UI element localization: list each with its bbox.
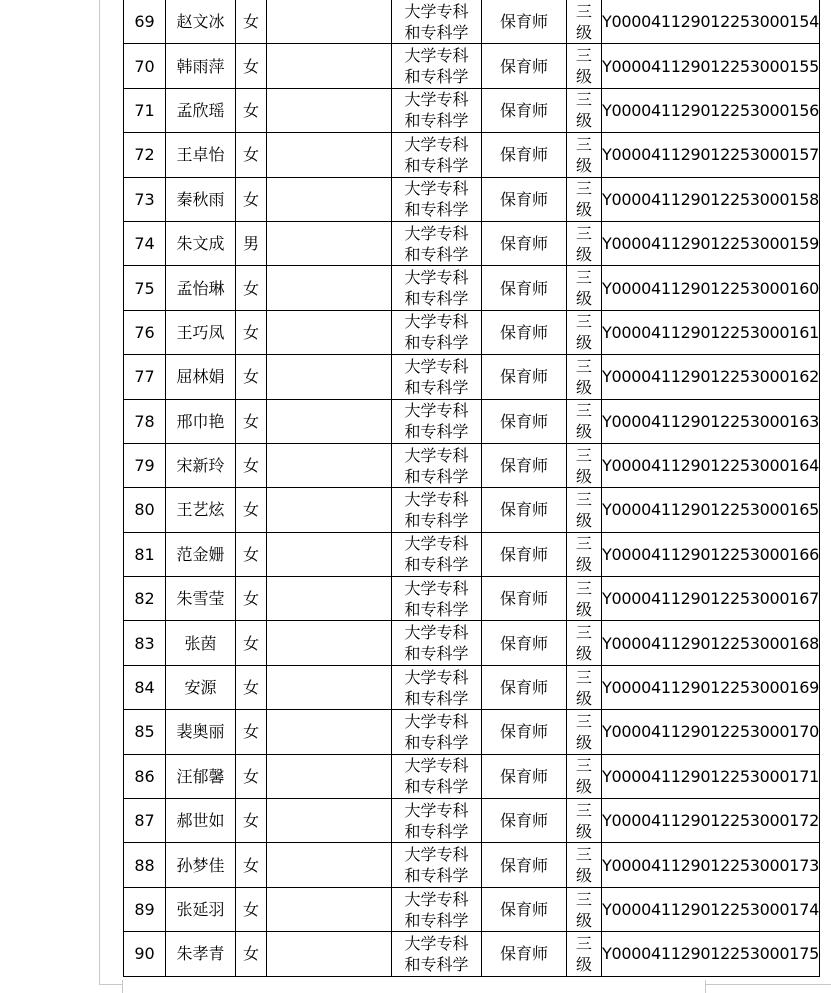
empty-cell (267, 44, 392, 88)
empty-cell (267, 355, 392, 399)
row-number-cell: 73 (124, 177, 166, 221)
occupation-cell: 保育师 (482, 355, 567, 399)
education-line-2: 和专科学 (404, 289, 469, 309)
level-line-1: 三 (575, 445, 592, 465)
gender-cell: 女 (236, 177, 267, 221)
education-line-1: 大学专科 (404, 667, 469, 687)
education-cell (392, 577, 482, 621)
row-number-cell: 74 (124, 221, 166, 265)
table-row (124, 88, 820, 132)
level-line-1: 三 (575, 134, 592, 154)
table-row (124, 577, 820, 621)
education-cell (392, 443, 482, 487)
education-cell (392, 887, 482, 931)
empty-cell (267, 665, 392, 709)
row-number-cell: 75 (124, 266, 166, 310)
name-cell: 屈林娟 (166, 355, 236, 399)
level-line-2: 级 (575, 555, 592, 575)
education-line-2: 和专科学 (404, 910, 469, 930)
empty-cell (267, 843, 392, 887)
table-row (124, 532, 820, 576)
level-line-2: 级 (575, 910, 592, 930)
occupation-cell: 保育师 (482, 0, 567, 44)
level-cell (567, 266, 602, 310)
table-row (124, 665, 820, 709)
level-line-1: 三 (575, 489, 592, 509)
occupation-cell: 保育师 (482, 399, 567, 443)
name-cell: 宋新玲 (166, 443, 236, 487)
level-line-2: 级 (575, 688, 592, 708)
level-line-1: 三 (575, 756, 592, 776)
certificate-number-cell: Y000041129012253000174 (602, 887, 820, 931)
empty-cell (267, 488, 392, 532)
name-cell: 郝世如 (166, 799, 236, 843)
education-line-2: 和专科学 (404, 644, 469, 664)
level-cell (567, 799, 602, 843)
row-number-cell: 76 (124, 310, 166, 354)
education-line-2: 和专科学 (404, 732, 469, 752)
row-number-cell: 78 (124, 399, 166, 443)
table-row (124, 799, 820, 843)
education-line-2: 和专科学 (404, 777, 469, 797)
level-line-2: 级 (575, 22, 592, 42)
education-line-1: 大学专科 (404, 179, 469, 199)
education-cell (392, 932, 482, 976)
certificate-number-cell: Y000041129012253000156 (602, 88, 820, 132)
page-margin-guide-tick (122, 980, 123, 993)
empty-cell (267, 177, 392, 221)
certificate-number-cell: Y000041129012253000168 (602, 621, 820, 665)
level-cell (567, 221, 602, 265)
education-cell (392, 799, 482, 843)
education-line-2: 和专科学 (404, 688, 469, 708)
row-number-cell: 70 (124, 44, 166, 88)
education-line-1: 大学专科 (404, 134, 469, 154)
education-cell (392, 754, 482, 798)
education-line-2: 和专科学 (404, 954, 469, 974)
name-cell: 孟怡琳 (166, 266, 236, 310)
education-line-2: 和专科学 (404, 510, 469, 530)
level-line-1: 三 (575, 312, 592, 332)
education-line-1: 大学专科 (404, 623, 469, 643)
level-cell (567, 710, 602, 754)
row-number-cell: 90 (124, 932, 166, 976)
occupation-cell: 保育师 (482, 710, 567, 754)
page-margin-guide-bottom-right (705, 984, 831, 985)
education-line-1: 大学专科 (404, 268, 469, 288)
education-cell (392, 532, 482, 576)
table-row (124, 710, 820, 754)
table-row (124, 932, 820, 976)
occupation-cell: 保育师 (482, 88, 567, 132)
education-cell (392, 310, 482, 354)
certificate-number-cell: Y000041129012253000160 (602, 266, 820, 310)
level-line-2: 级 (575, 866, 592, 886)
education-line-1: 大学专科 (404, 578, 469, 598)
empty-cell (267, 532, 392, 576)
gender-cell: 女 (236, 799, 267, 843)
education-cell (392, 0, 482, 44)
table-row (124, 488, 820, 532)
level-line-2: 级 (575, 155, 592, 175)
row-number-cell: 81 (124, 532, 166, 576)
level-cell (567, 0, 602, 44)
gender-cell: 女 (236, 754, 267, 798)
level-cell (567, 44, 602, 88)
level-line-2: 级 (575, 599, 592, 619)
empty-cell (267, 221, 392, 265)
empty-cell (267, 310, 392, 354)
name-cell: 张延羽 (166, 887, 236, 931)
table-row (124, 621, 820, 665)
level-line-2: 级 (575, 289, 592, 309)
gender-cell: 女 (236, 44, 267, 88)
certificate-number-cell: Y000041129012253000167 (602, 577, 820, 621)
occupation-cell: 保育师 (482, 843, 567, 887)
row-number-cell: 84 (124, 665, 166, 709)
certificate-number-cell: Y000041129012253000162 (602, 355, 820, 399)
gender-cell: 女 (236, 443, 267, 487)
education-cell (392, 399, 482, 443)
level-line-1: 三 (575, 889, 592, 909)
level-line-2: 级 (575, 422, 592, 442)
level-line-2: 级 (575, 466, 592, 486)
occupation-cell: 保育师 (482, 754, 567, 798)
level-line-2: 级 (575, 200, 592, 220)
education-line-2: 和专科学 (404, 155, 469, 175)
level-line-1: 三 (575, 534, 592, 554)
name-cell: 赵文冰 (166, 0, 236, 44)
name-cell: 朱文成 (166, 221, 236, 265)
table-row (124, 310, 820, 354)
education-cell (392, 355, 482, 399)
gender-cell: 男 (236, 221, 267, 265)
education-line-1: 大学专科 (404, 756, 469, 776)
level-cell (567, 88, 602, 132)
empty-cell (267, 932, 392, 976)
table-row (124, 266, 820, 310)
occupation-cell: 保育师 (482, 488, 567, 532)
level-line-2: 级 (575, 821, 592, 841)
certificate-number-cell: Y000041129012253000170 (602, 710, 820, 754)
education-line-1: 大学专科 (404, 800, 469, 820)
education-line-2: 和专科学 (404, 22, 469, 42)
education-line-1: 大学专科 (404, 46, 469, 66)
level-line-1: 三 (575, 356, 592, 376)
table-row (124, 443, 820, 487)
row-number-cell: 80 (124, 488, 166, 532)
table-row (124, 355, 820, 399)
level-cell (567, 399, 602, 443)
level-cell (567, 932, 602, 976)
education-cell (392, 221, 482, 265)
occupation-cell: 保育师 (482, 266, 567, 310)
level-line-2: 级 (575, 954, 592, 974)
name-cell: 朱孝青 (166, 932, 236, 976)
name-cell: 孙梦佳 (166, 843, 236, 887)
occupation-cell: 保育师 (482, 887, 567, 931)
education-line-2: 和专科学 (404, 466, 469, 486)
education-line-1: 大学专科 (404, 401, 469, 421)
row-number-cell: 77 (124, 355, 166, 399)
certificate-number-cell: Y000041129012253000159 (602, 221, 820, 265)
gender-cell: 女 (236, 310, 267, 354)
level-line-1: 三 (575, 179, 592, 199)
table-row (124, 754, 820, 798)
level-line-1: 三 (575, 401, 592, 421)
gender-cell: 女 (236, 532, 267, 576)
name-cell: 秦秋雨 (166, 177, 236, 221)
occupation-cell: 保育师 (482, 133, 567, 177)
level-line-2: 级 (575, 111, 592, 131)
education-line-1: 大学专科 (404, 845, 469, 865)
table-row (124, 0, 820, 44)
education-line-1: 大学专科 (404, 534, 469, 554)
table-row (124, 399, 820, 443)
gender-cell: 女 (236, 887, 267, 931)
occupation-cell: 保育师 (482, 621, 567, 665)
empty-cell (267, 710, 392, 754)
level-cell (567, 665, 602, 709)
certificate-number-cell: Y000041129012253000155 (602, 44, 820, 88)
certificate-number-cell: Y000041129012253000165 (602, 488, 820, 532)
empty-cell (267, 266, 392, 310)
name-cell: 王艺炫 (166, 488, 236, 532)
certificate-number-cell: Y000041129012253000171 (602, 754, 820, 798)
education-line-1: 大学专科 (404, 445, 469, 465)
level-line-1: 三 (575, 933, 592, 953)
gender-cell: 女 (236, 843, 267, 887)
education-cell (392, 266, 482, 310)
table-row (124, 44, 820, 88)
level-line-1: 三 (575, 623, 592, 643)
gender-cell: 女 (236, 488, 267, 532)
certificate-number-cell: Y000041129012253000164 (602, 443, 820, 487)
roster-body (124, 0, 820, 976)
name-cell: 王巧凤 (166, 310, 236, 354)
education-cell (392, 710, 482, 754)
education-cell (392, 665, 482, 709)
certificate-number-cell: Y000041129012253000166 (602, 532, 820, 576)
occupation-cell: 保育师 (482, 577, 567, 621)
level-cell (567, 310, 602, 354)
table-row (124, 221, 820, 265)
level-cell (567, 754, 602, 798)
level-line-1: 三 (575, 845, 592, 865)
name-cell: 汪郁馨 (166, 754, 236, 798)
empty-cell (267, 621, 392, 665)
gender-cell: 女 (236, 355, 267, 399)
occupation-cell: 保育师 (482, 221, 567, 265)
education-cell (392, 843, 482, 887)
certificate-number-cell: Y000041129012253000161 (602, 310, 820, 354)
gender-cell: 女 (236, 266, 267, 310)
row-number-cell: 72 (124, 133, 166, 177)
education-line-2: 和专科学 (404, 244, 469, 264)
education-cell (392, 44, 482, 88)
certificate-number-cell: Y000041129012253000157 (602, 133, 820, 177)
education-line-1: 大学专科 (404, 223, 469, 243)
level-line-1: 三 (575, 800, 592, 820)
level-cell (567, 443, 602, 487)
gender-cell: 女 (236, 621, 267, 665)
name-cell: 朱雪莹 (166, 577, 236, 621)
level-line-1: 三 (575, 90, 592, 110)
level-line-1: 三 (575, 711, 592, 731)
level-cell (567, 488, 602, 532)
education-cell (392, 88, 482, 132)
empty-cell (267, 799, 392, 843)
level-line-2: 级 (575, 510, 592, 530)
certificate-number-cell: Y000041129012253000154 (602, 0, 820, 44)
level-line-1: 三 (575, 1, 592, 21)
gender-cell: 女 (236, 133, 267, 177)
table-row (124, 843, 820, 887)
certificate-number-cell: Y000041129012253000169 (602, 665, 820, 709)
occupation-cell: 保育师 (482, 177, 567, 221)
level-line-1: 三 (575, 578, 592, 598)
empty-cell (267, 133, 392, 177)
occupation-cell: 保育师 (482, 665, 567, 709)
certificate-number-cell: Y000041129012253000175 (602, 932, 820, 976)
level-line-2: 级 (575, 333, 592, 353)
name-cell: 范金姗 (166, 532, 236, 576)
row-number-cell: 71 (124, 88, 166, 132)
education-line-1: 大学专科 (404, 489, 469, 509)
education-line-2: 和专科学 (404, 821, 469, 841)
level-line-2: 级 (575, 67, 592, 87)
page-margin-guide-left (99, 0, 100, 985)
education-line-2: 和专科学 (404, 333, 469, 353)
education-line-1: 大学专科 (404, 312, 469, 332)
row-number-cell: 69 (124, 0, 166, 44)
level-line-2: 级 (575, 244, 592, 264)
education-cell (392, 177, 482, 221)
occupation-cell: 保育师 (482, 799, 567, 843)
education-line-2: 和专科学 (404, 200, 469, 220)
level-line-1: 三 (575, 223, 592, 243)
education-line-2: 和专科学 (404, 67, 469, 87)
level-cell (567, 133, 602, 177)
occupation-cell: 保育师 (482, 443, 567, 487)
occupation-cell: 保育师 (482, 310, 567, 354)
level-line-1: 三 (575, 268, 592, 288)
level-line-1: 三 (575, 667, 592, 687)
row-number-cell: 82 (124, 577, 166, 621)
education-cell (392, 488, 482, 532)
certificate-number-cell: Y000041129012253000158 (602, 177, 820, 221)
level-cell (567, 355, 602, 399)
education-line-1: 大学专科 (404, 90, 469, 110)
name-cell: 韩雨萍 (166, 44, 236, 88)
level-line-2: 级 (575, 777, 592, 797)
empty-cell (267, 887, 392, 931)
education-line-2: 和专科学 (404, 422, 469, 442)
row-number-cell: 89 (124, 887, 166, 931)
name-cell: 安源 (166, 665, 236, 709)
empty-cell (267, 88, 392, 132)
name-cell: 张茵 (166, 621, 236, 665)
gender-cell: 女 (236, 0, 267, 44)
level-line-1: 三 (575, 46, 592, 66)
education-cell (392, 621, 482, 665)
education-line-2: 和专科学 (404, 555, 469, 575)
education-line-2: 和专科学 (404, 377, 469, 397)
level-line-2: 级 (575, 732, 592, 752)
education-line-2: 和专科学 (404, 111, 469, 131)
gender-cell: 女 (236, 399, 267, 443)
page-margin-guide-right (705, 980, 706, 993)
name-cell: 王卓怡 (166, 133, 236, 177)
empty-cell (267, 443, 392, 487)
education-line-2: 和专科学 (404, 866, 469, 886)
row-number-cell: 87 (124, 799, 166, 843)
level-cell (567, 621, 602, 665)
education-line-1: 大学专科 (404, 889, 469, 909)
education-line-2: 和专科学 (404, 599, 469, 619)
name-cell: 裴奥丽 (166, 710, 236, 754)
table-row (124, 887, 820, 931)
certificate-number-cell: Y000041129012253000173 (602, 843, 820, 887)
level-line-2: 级 (575, 644, 592, 664)
level-cell (567, 177, 602, 221)
level-line-2: 级 (575, 377, 592, 397)
education-line-1: 大学专科 (404, 1, 469, 21)
gender-cell: 女 (236, 577, 267, 621)
empty-cell (267, 0, 392, 44)
occupation-cell: 保育师 (482, 44, 567, 88)
education-cell (392, 133, 482, 177)
empty-cell (267, 754, 392, 798)
row-number-cell: 86 (124, 754, 166, 798)
row-number-cell: 79 (124, 443, 166, 487)
level-cell (567, 532, 602, 576)
row-number-cell: 88 (124, 843, 166, 887)
gender-cell: 女 (236, 710, 267, 754)
empty-cell (267, 399, 392, 443)
certificate-roster-table (123, 0, 820, 977)
gender-cell: 女 (236, 665, 267, 709)
occupation-cell: 保育师 (482, 532, 567, 576)
table-row (124, 133, 820, 177)
page-margin-guide-bottom-left (99, 984, 123, 985)
certificate-number-cell: Y000041129012253000172 (602, 799, 820, 843)
certificate-number-cell: Y000041129012253000163 (602, 399, 820, 443)
gender-cell: 女 (236, 88, 267, 132)
empty-cell (267, 577, 392, 621)
education-line-1: 大学专科 (404, 711, 469, 731)
education-line-1: 大学专科 (404, 933, 469, 953)
name-cell: 孟欣瑶 (166, 88, 236, 132)
name-cell: 邢巾艳 (166, 399, 236, 443)
table-row (124, 177, 820, 221)
row-number-cell: 83 (124, 621, 166, 665)
education-line-1: 大学专科 (404, 356, 469, 376)
gender-cell: 女 (236, 932, 267, 976)
row-number-cell: 85 (124, 710, 166, 754)
level-cell (567, 577, 602, 621)
level-cell (567, 843, 602, 887)
level-cell (567, 887, 602, 931)
occupation-cell: 保育师 (482, 932, 567, 976)
